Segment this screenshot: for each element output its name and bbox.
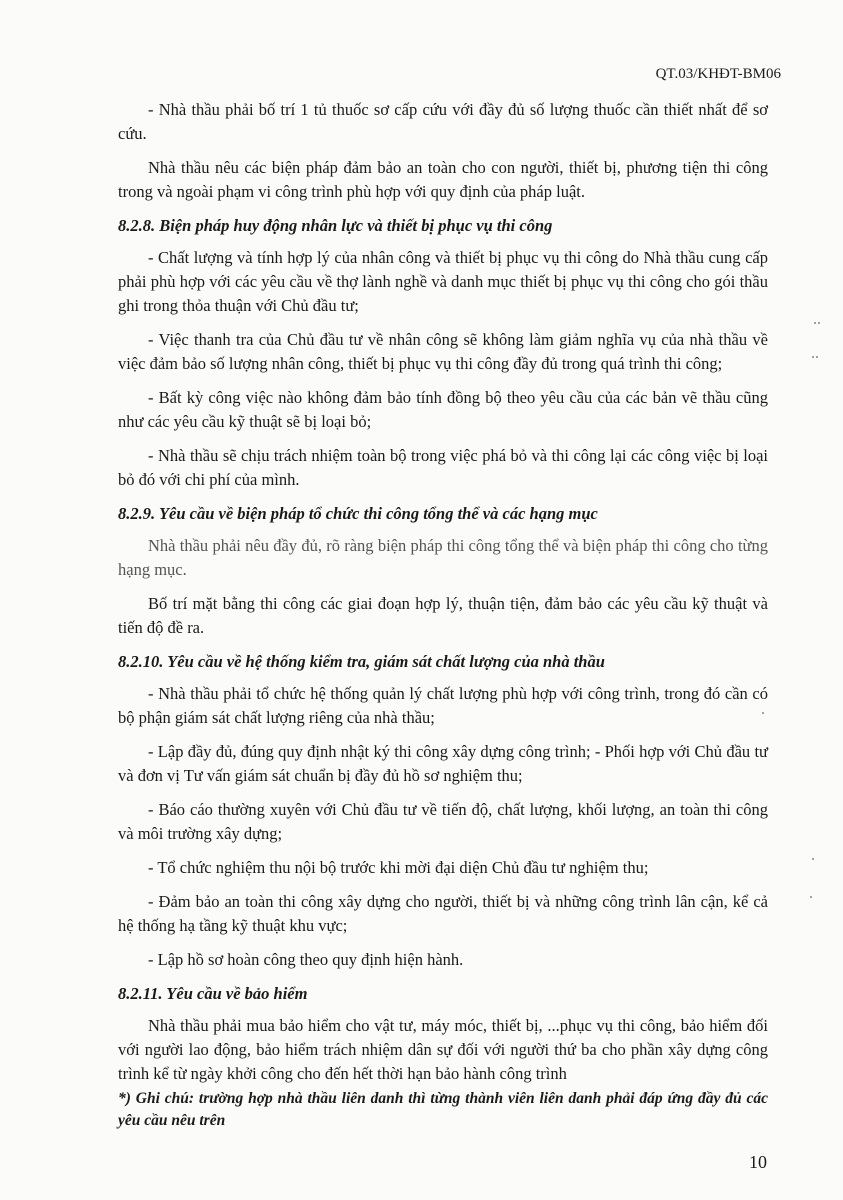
paragraph-rejected-work: - Bất kỳ công việc nào không đảm bảo tính đồng bộ theo yêu cầu của các bản vẽ thầu cũng như các yêu cầu kỹ thuật sẽ bị loại bỏ; — [118, 388, 768, 431]
scan-speck — [810, 896, 812, 898]
paragraph-construction-method: Nhà thầu phải nêu đầy đủ, rõ ràng biện pháp thi công tổng thể và biện pháp thi công cho từng hạng mục. — [118, 536, 768, 579]
paragraph-rework-responsibility: - Nhà thầu sẽ chịu trách nhiệm toàn bộ trong việc phá bỏ và thi công lại các công việc bị loại bỏ đó với chi phí của mình. — [118, 446, 768, 489]
paragraph-safety-measures: Nhà thầu nêu các biện pháp đảm bảo an toàn cho con người, thiết bị, phương tiện thi công trong và ngoài phạm vi công trình phù hợp với quy định của pháp luật. — [118, 158, 768, 201]
scan-speck — [816, 356, 818, 358]
paragraph-inspection: - Việc thanh tra của Chủ đầu tư về nhân công sẽ không làm giảm nghĩa vụ của nhà thầu về việc đảm bảo số lượng nhân công, thiết bị phục vụ thi công đầy đủ trong quá trình thi công; — [118, 330, 768, 373]
paragraph-internal-acceptance: - Tổ chức nghiệm thu nội bộ trước khi mời đại diện Chủ đầu tư nghiệm thu; — [148, 858, 649, 877]
page-number: 10 — [749, 1152, 767, 1172]
scan-speck — [762, 712, 764, 714]
heading-8-2-10: 8.2.10. Yêu cầu về hệ thống kiểm tra, giám sát chất lượng của nhà thầu — [118, 652, 605, 671]
scan-speck — [812, 356, 814, 358]
paragraph-site-layout: Bố trí mặt bằng thi công các giai đoạn hợp lý, thuận tiện, đảm bảo các yêu cầu kỹ thuật và tiến độ đề ra. — [118, 594, 768, 637]
paragraph-construction-safety: - Đảm bảo an toàn thi công xây dựng cho người, thiết bị và những công trình lân cận, kể cả hệ thống hạ tầng kỹ thuật khu vực; — [118, 892, 768, 935]
heading-8-2-11: 8.2.11. Yêu cầu về bảo hiểm — [118, 984, 308, 1003]
scan-speck — [818, 322, 820, 324]
paragraph-insurance: Nhà thầu phải mua bảo hiểm cho vật tư, máy móc, thiết bị, ...phục vụ thi công, bảo hiểm đối với người lao động, bảo hiểm trách nhiệm dân sự đối với người thứ ba cho phần xây dựng công trình kể từ ngày khởi công cho đến hết thời hạn bảo hành công trình — [118, 1016, 768, 1083]
document-body — [118, 98, 768, 1132]
heading-8-2-9: 8.2.9. Yêu cầu về biện pháp tổ chức thi công tổng thể và các hạng mục — [118, 504, 598, 523]
paragraph-construction-log: - Lập đầy đủ, đúng quy định nhật ký thi công xây dựng công trình; - Phối hợp với Chủ đầu tư và đơn vị Tư vấn giám sát chuẩn bị đầy đủ hồ sơ nghiệm thu; — [118, 742, 768, 785]
scan-speck — [812, 858, 814, 860]
paragraph-reporting: - Báo cáo thường xuyên với Chủ đầu tư về tiến độ, chất lượng, khối lượng, an toàn thi công và môi trường xây dựng; — [118, 800, 768, 843]
document-code: QT.03/KHĐT-BM06 — [655, 66, 781, 82]
scan-speck — [814, 322, 816, 324]
note-joint-venture: *) Ghi chú: trường hợp nhà thầu liên danh thì từng thành viên liên danh phải đáp ứng đầy đủ các yêu cầu nêu trên — [118, 1090, 768, 1129]
paragraph-labor-quality: - Chất lượng và tính hợp lý của nhân công và thiết bị phục vụ thi công do Nhà thầu cung cấp phải phù hợp với các yêu cầu về thợ lành nghề và danh mục thiết bị phục vụ thi công cho gói thầu ghi trong thỏa thuận với Chủ đầu tư; — [118, 248, 768, 315]
paragraph-quality-system: - Nhà thầu phải tổ chức hệ thống quản lý chất lượng phù hợp với công trình, trong đó cần có bộ phận giám sát chất lượng riêng của nhà thầu; — [118, 684, 768, 727]
heading-8-2-8: 8.2.8. Biện pháp huy động nhân lực và thiết bị phục vụ thi công — [118, 216, 553, 235]
paragraph-as-built-records: - Lập hồ sơ hoàn công theo quy định hiện hành. — [148, 950, 464, 969]
paragraph-first-aid: - Nhà thầu phải bố trí 1 tủ thuốc sơ cấp cứu với đầy đủ số lượng thuốc cần thiết nhất để sơ cứu. — [118, 100, 768, 143]
